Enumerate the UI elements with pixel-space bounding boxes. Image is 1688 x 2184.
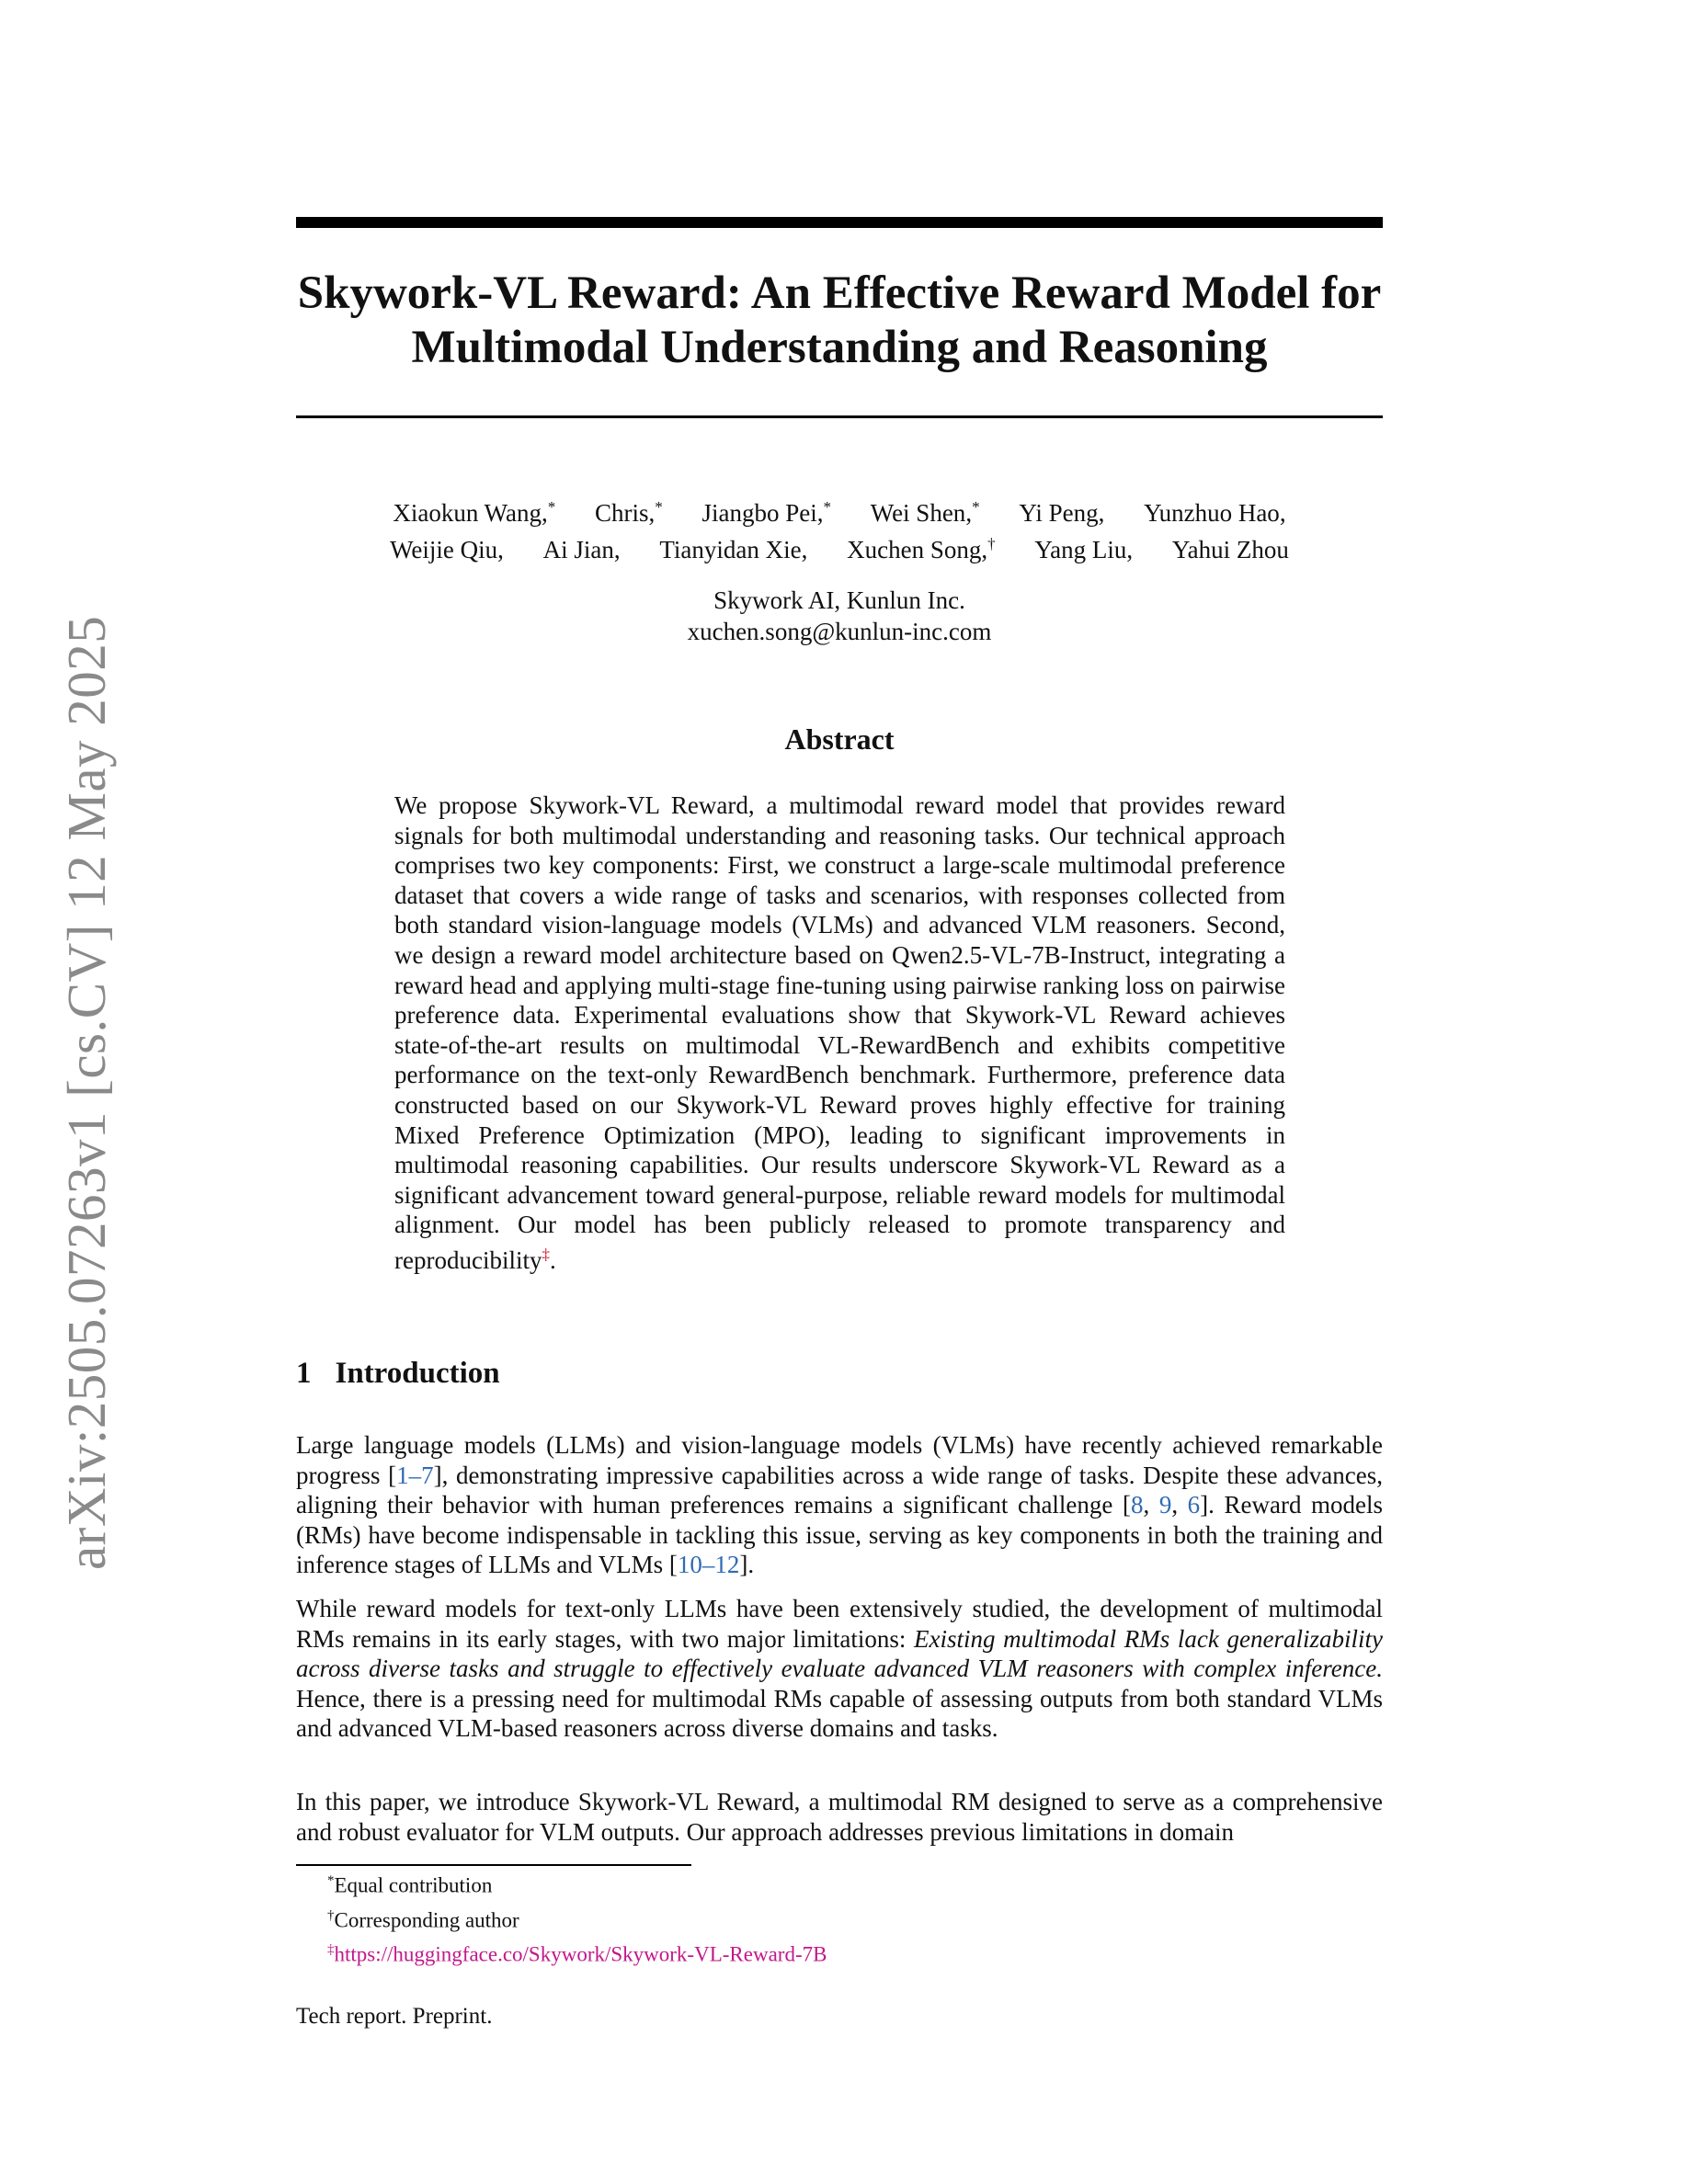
citation-link[interactable]: 8 <box>1130 1491 1144 1519</box>
intro-paragraph-1: Large language models (LLMs) and vision-language models (VLMs) have recently achieved remarkable progress [1–7], demonstrating impressive capabilities across a wide range of tasks. Despite these advances, aligning their behavior with human preferences remains a significant challenge [8, 9, 6]. Reward models (RMs) have become indispensable in tackling this issue, serving as key components in both the training and inference stages of LLMs and VLMs [10–12]. <box>296 1431 1384 1579</box>
author: Yang Liu, <box>1034 536 1134 563</box>
author: Jiangbo Pei,* <box>701 498 831 527</box>
title-top-rule <box>296 217 1383 228</box>
emphasized-limitations: Existing multimodal RMs lack generalizability across diverse tasks and struggle to effectively evaluate advanced VLM reasoners with complex inference. <box>296 1624 1383 1683</box>
citation-link[interactable]: 10–12 <box>677 1551 740 1579</box>
affiliation: Skywork AI, Kunlun Inc. <box>713 586 965 614</box>
author: Ai Jian, <box>542 536 621 563</box>
author: Yi Peng, <box>1019 499 1105 527</box>
abstract-heading: Abstract <box>784 722 895 756</box>
author: Yunzhuo Hao, <box>1144 499 1286 527</box>
footnote-ref-mark[interactable]: ‡ <box>542 1245 550 1263</box>
author: Wei Shen,* <box>870 498 980 527</box>
arxiv-identifier-stamp: arXiv:2505.07263v1 [cs.CV] 12 May 2025 <box>56 615 117 1570</box>
citation-link[interactable]: 9 <box>1158 1491 1172 1519</box>
paper-title <box>296 267 1383 375</box>
affiliation-block <box>296 585 1383 647</box>
citation-link[interactable]: 1–7 <box>396 1461 434 1489</box>
author: Tianyidan Xie, <box>659 536 808 563</box>
footnote-corresponding-author: †Corresponding author <box>327 1907 519 1932</box>
title-line-1: Skywork-VL Reward: An Effective Reward Model for <box>297 267 1382 319</box>
author: Chris,* <box>594 498 663 527</box>
section-heading-introduction: 1 Introduction <box>296 1357 500 1390</box>
model-url-link[interactable]: https://huggingface.co/Skywork/Skywork-VL-Reward-7B <box>334 1942 827 1966</box>
author: Weijie Qiu, <box>390 536 504 563</box>
author: Xiaokun Wang,* <box>393 498 556 527</box>
contact-email[interactable]: xuchen.song@kunlun-inc.com <box>687 618 992 645</box>
intro-paragraph-2: While reward models for text-only LLMs have been extensively studied, the development of multimodal RMs remains in its early stages, with two major limitations: Existing multimodal RMs lack generalizability across diverse tasks and struggle to effectively evaluate advanced VLM reasoners with complex inference. Hence, there is a pressing need for multimodal RMs capable of assessing outputs from both standard VLMs and advanced VLM-based reasoners across diverse domains and tasks. <box>296 1595 1383 1743</box>
title-bottom-rule <box>296 415 1383 418</box>
footnote-model-url: ‡https://huggingface.co/Skywork/Skywork-VL-Reward-7B <box>327 1942 827 1966</box>
title-line-2: Multimodal Understanding and Reasoning <box>411 322 1268 373</box>
author-row-1 <box>296 492 1383 529</box>
author-list <box>296 492 1383 565</box>
footnotes <box>327 1866 827 1970</box>
citation-link[interactable]: 6 <box>1187 1491 1201 1519</box>
author: Xuchen Song,† <box>847 535 996 563</box>
footer-note: Tech report. Preprint. <box>296 2004 493 2029</box>
author: Yahui Zhou <box>1171 536 1289 563</box>
abstract-body: We propose Skywork-VL Reward, a multimodal reward model that provides reward signals for both multimodal understanding and reasoning tasks. Our technical approach comprises two key components: First, we construct a large-scale multimodal preference dataset that covers a wide range of tasks and scenarios, with responses collected from both standard vision-language models (VLMs) and advanced VLM reasoners. Second, we design a reward model architecture based on Qwen2.5-VL-7B-Instruct, integrating a reward head and applying multi-stage fine-tuning using pairwise ranking loss on pairwise preference data. Experimental evaluations show that Skywork-VL Reward achieves state-of-the-art results on multimodal VL-RewardBench and exhibits competitive performance on the text-only RewardBench benchmark. Furthermore, preference data constructed based on our Skywork-VL Reward proves highly effective for training Mixed Preference Optimization (MPO), leading to significant improvements in multimodal reasoning capabilities. Our results underscore Skywork-VL Reward as a significant advancement toward general-purpose, reliable reward models for multimodal alignment. Our model has been publicly released to promote transparency and reproducibility‡. <box>394 791 1285 1274</box>
intro-paragraph-3: In this paper, we introduce Skywork-VL Reward, a multimodal RM designed to serve as a comprehensive and robust evaluator for VLM outputs. Our approach addresses previous limitations in domain <box>296 1788 1383 1846</box>
author-row-2 <box>296 529 1383 565</box>
footnote-equal-contribution: *Equal contribution <box>327 1873 493 1897</box>
